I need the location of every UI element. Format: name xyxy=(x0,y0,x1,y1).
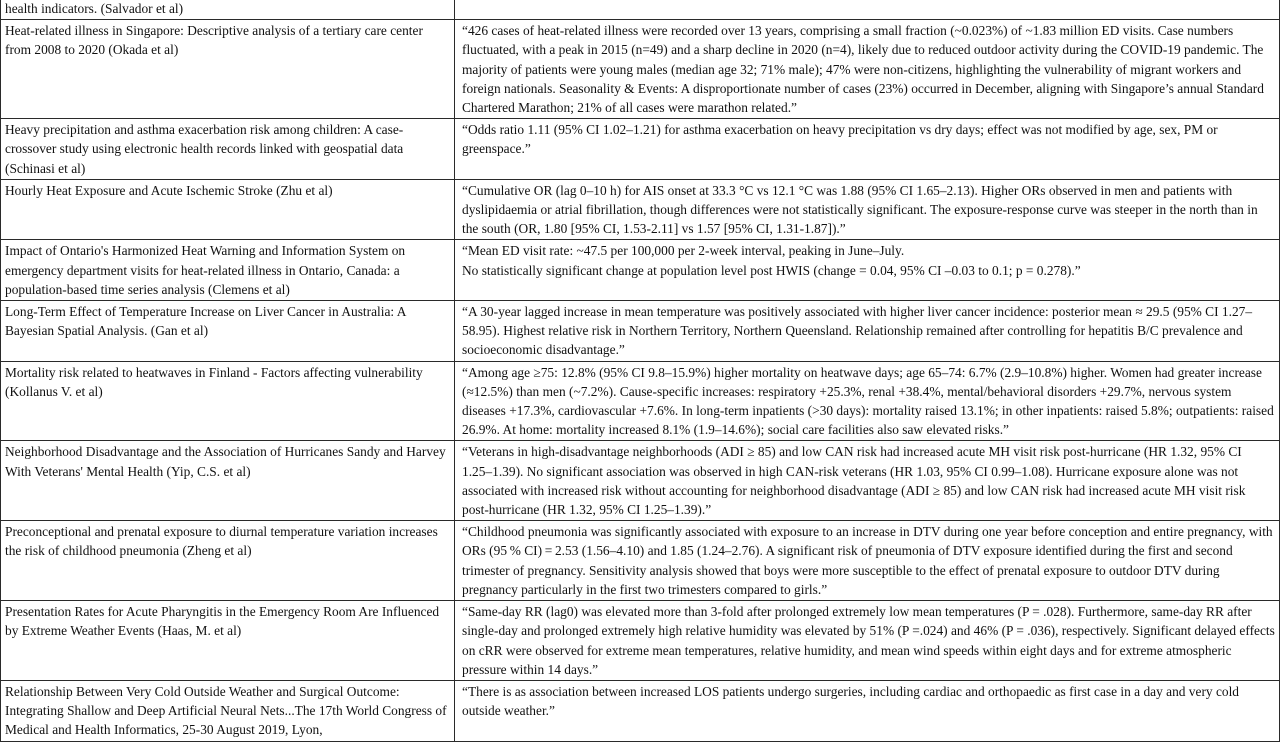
study-cell: Preconceptional and prenatal exposure to diurnal temperature variation increases the risk of childhood pneumonia (Zheng et al) xyxy=(1,521,455,601)
study-cell: Long-Term Effect of Temperature Increase on Liver Cancer in Australia: A Bayesian Spatial Analysis. (Gan et al) xyxy=(1,301,455,362)
finding-cell: “Odds ratio 1.11 (95% CI 1.02–1.21) for asthma exacerbation on heavy precipitation vs dry days; effect was not modified by age, sex, PM or greenspace.” xyxy=(455,119,1280,180)
table-row xyxy=(1,0,1280,20)
table-row xyxy=(1,20,1280,119)
table-row xyxy=(1,179,1280,240)
study-cell: Hourly Heat Exposure and Acute Ischemic Stroke (Zhu et al) xyxy=(1,179,455,240)
finding-cell: “Among age ≥75: 12.8% (95% CI 9.8–15.9%) higher mortality on heatwave days; age 65–74: 6.7% (2.9–10.8%) higher. Women had greater increase (≈12.5%) than men (~7.2%). Cause-specific increases: respiratory +25.3%, renal +38.4%, mental/behavioral disorders +29.7%, nervous system diseases +17.3%, cardiovascular +7.6%. In long-term inpatients (>30 days): mortality raised 13.1%; in other inpatients: raised 5.8%; outpatients: raised 26.9%. At home: mortality increased 8.1% (1.9–14.6%); social care facilities also saw elevated risks.” xyxy=(455,361,1280,441)
finding-cell: “Cumulative OR (lag 0–10 h) for AIS onset at 33.3 °C vs 12.1 °C was 1.88 (95% CI 1.65–2.13). Higher ORs observed in men and patients with dyslipidaemia or atrial fibrillation, though differences were not statistically significant. The exposure-response curve was steeper in the north than in the south (OR, 1.80 [95% CI, 1.53-2.11] vs 1.57 [95% CI, 1.31-1.87]).” xyxy=(455,179,1280,240)
finding-cell: “Veterans in high-disadvantage neighborhoods (ADI ≥ 85) and low CAN risk had increased acute MH visit risk post-hurricane (HR 1.32, 95% CI 1.25–1.39). No significant association was observed in high CAN-risk veterans (HR 1.03, 95% CI 0.99–1.08). Hurricane exposure alone was not associated with increased risk without accounting for neighborhood disadvantage (ADI ≥ 85) and low CAN risk had increased acute MH visit risk post-hurricane (HR 1.32, 95% CI 1.25–1.39).” xyxy=(455,441,1280,521)
study-cell: Presentation Rates for Acute Pharyngitis in the Emergency Room Are Influenced by Extreme Weather Events (Haas, M. et al) xyxy=(1,601,455,681)
study-cell: Heat-related illness in Singapore: Descriptive analysis of a tertiary care center from 2008 to 2020 (Okada et al) xyxy=(1,20,455,119)
table-row xyxy=(1,301,1280,362)
finding-line: “Mean ED visit rate: ~47.5 per 100,000 per 2-week interval, peaking in June–July. xyxy=(462,243,905,259)
study-cell: Neighborhood Disadvantage and the Association of Hurricanes Sandy and Harvey With Veterans' Mental Health (Yip, C.S. et al) xyxy=(1,441,455,521)
finding-line: No statistically significant change at population level post HWIS (change = 0.04, 95% CI –0.03 to 0.1; p = 0.278).” xyxy=(462,262,1081,278)
table-row xyxy=(1,119,1280,180)
finding-cell: “Childhood pneumonia was significantly associated with exposure to an increase in DTV during one year before conception and entire pregnancy, with ORs (95 % CI) = 2.53 (1.56–4.10) and 1.85 (1.24–2.76). A significant risk of pneumonia of DTV exposure identified during the first and second trimester of pregnancy. Sensitivity analysis showed that boys were more susceptible to the effect of prenatal exposure to outdoor DTV during pregnancy particularly in the first two trimesters compared to girls.” xyxy=(455,521,1280,601)
table-row xyxy=(1,361,1280,441)
table-row xyxy=(1,441,1280,521)
finding-cell: “There is as association between increased LOS patients undergo surgeries, including cardiac and orthopaedic as first case in a day and very cold outside weather.” xyxy=(455,680,1280,741)
table-row xyxy=(1,240,1280,301)
finding-cell: “A 30-year lagged increase in mean temperature was positively associated with higher liver cancer incidence: posterior mean ≈ 29.5 (95% CI 1.27–58.95). Highest relative risk in Northern Territory, Northern Queensland. Relationship remained after controlling for hepatitis B/C prevalence and socioeconomic disadvantage.” xyxy=(455,301,1280,362)
table-row xyxy=(1,521,1280,601)
study-cell: Relationship Between Very Cold Outside Weather and Surgical Outcome: Integrating Shallow and Deep Artificial Neural Nets...The 17th World Congress of Medical and Health Informatics, 25-30 August 2019, Lyon, xyxy=(1,680,455,741)
finding-cell: “Same-day RR (lag0) was elevated more than 3-fold after prolonged extremely low mean temperatures (P = .028). Furthermore, same-day RR after single-day and prolonged extremely high relative humidity was elevated by 51% (P =.024) and 46% (P = .036), respectively. Significant delayed effects on cRR were observed for extreme mean temperatures, relative humidity, and mean wind speeds within eight days and for extreme atmospheric pressure within 14 days.” xyxy=(455,601,1280,681)
study-cell: Impact of Ontario's Harmonized Heat Warning and Information System on emergency department visits for heat-related illness in Ontario, Canada: a population-based time series analysis (Clemens et al) xyxy=(1,240,455,301)
finding-cell xyxy=(455,240,1280,301)
table-row xyxy=(1,601,1280,681)
study-cell: health indicators. (Salvador et al) xyxy=(1,0,455,20)
finding-cell xyxy=(455,0,1280,20)
table-row xyxy=(1,680,1280,741)
finding-cell: “426 cases of heat-related illness were recorded over 13 years, comprising a small fraction (~0.023%) of ~1.83 million ED visits. Case numbers fluctuated, with a peak in 2015 (n=49) and a sharp decline in 2020 (n=4), likely due to reduced outdoor activity during the COVID-19 pandemic. The majority of patients were young males (median age 32; 71% male); 47% were non-citizens, highlighting the vulnerability of migrant workers and foreign nationals. Seasonality & Events: A disproportionate number of cases (23%) occurred in December, aligning with Singapore’s annual Standard Chartered Marathon; 21% of all cases were marathon related.” xyxy=(455,20,1280,119)
study-cell: Heavy precipitation and asthma exacerbation risk among children: A case-crossover study using electronic health records linked with geospatial data (Schinasi et al) xyxy=(1,119,455,180)
study-cell: Mortality risk related to heatwaves in Finland - Factors affecting vulnerability (Kollanus V. et al) xyxy=(1,361,455,441)
